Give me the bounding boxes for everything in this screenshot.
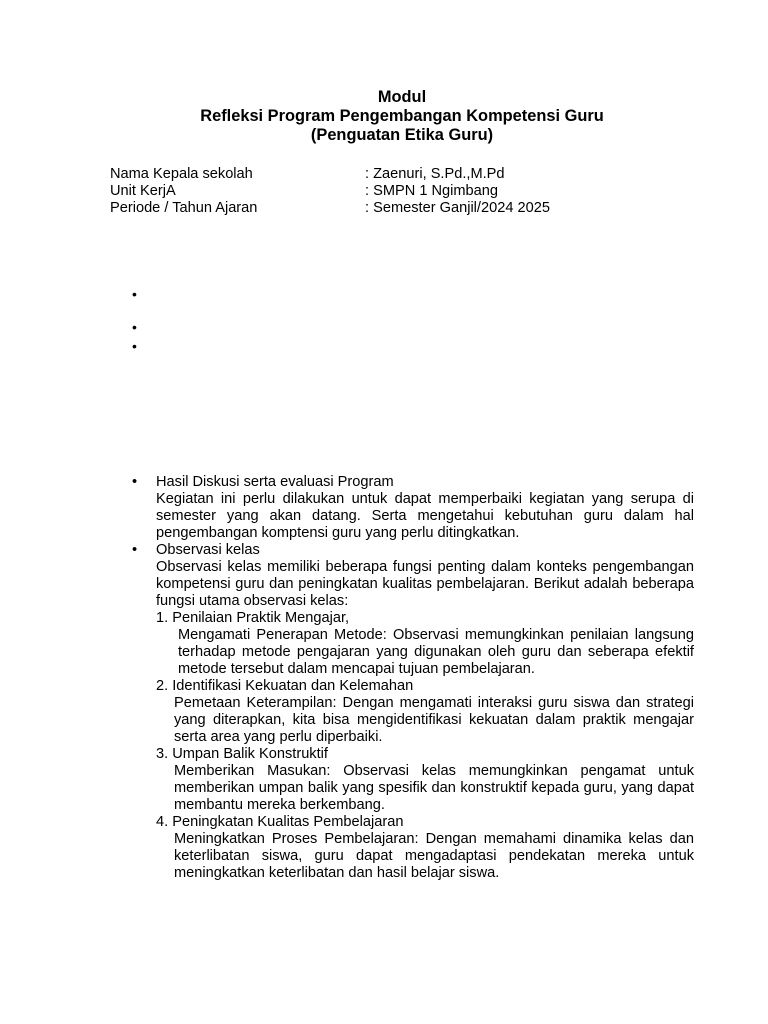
- function-text: Memberikan Masukan: Observasi kelas memungkinkan pengamat untuk memberikan umpan balik yang spesifik dan konstruktif kepada guru, yang dapat membantu mereka berkembang.: [174, 763, 694, 813]
- info-value: : Semester Ganjil/2024 2025: [365, 200, 550, 216]
- info-value: : Zaenuri, S.Pd.,M.Pd: [365, 166, 505, 182]
- function-label: 3. Umpan Balik Konstruktif: [156, 746, 328, 762]
- function-label: 4. Peningkatan Kualitas Pembelajaran: [156, 814, 404, 830]
- title-line-2: Refleksi Program Pengembangan Kompetensi Guru: [200, 107, 604, 125]
- function-item-4: [156, 814, 694, 882]
- function-item-1: [156, 610, 694, 678]
- section-discussion: [132, 474, 694, 542]
- info-label: Periode / Tahun Ajaran: [110, 200, 258, 216]
- function-label: 1. Penilaian Praktik Mengajar,: [156, 610, 350, 626]
- section-heading: Observasi kelas: [156, 542, 260, 558]
- function-text: Meningkatkan Proses Pembelajaran: Dengan memahami dinamika kelas dan keterlibatan siswa, guru dapat mengadaptasi pendekatan mereka untuk meningkatkan keterlibatan dan hasil belajar siswa.: [174, 831, 694, 881]
- bullet-icon: •: [132, 319, 137, 335]
- document-body: [132, 474, 694, 882]
- title-line-3: (Penguatan Etika Guru): [310, 126, 494, 144]
- title-line-1: Modul: [377, 88, 427, 106]
- info-value: : SMPN 1 Ngimbang: [365, 183, 499, 199]
- bullet-icon: •: [132, 474, 138, 490]
- bullet-icon: •: [132, 338, 137, 354]
- info-label: Nama Kepala sekolah: [110, 166, 253, 182]
- section-paragraph: Observasi kelas memiliki beberapa fungsi penting dalam konteks pengembangan kompetensi guru dan peningkatan kualitas pembelajaran. Berikut adalah beberapa fungsi utama observasi kelas:: [156, 559, 694, 609]
- function-label: 2. Identifikasi Kekuatan dan Kelemahan: [156, 678, 414, 694]
- info-row-period: [110, 200, 670, 217]
- info-label: Unit KerjA: [110, 183, 176, 199]
- function-item-2: [156, 678, 694, 746]
- section-observation: [132, 542, 694, 882]
- bullet-icon: •: [132, 286, 137, 302]
- function-text: Mengamati Penerapan Metode: Observasi memungkinkan penilaian langsung terhadap metode pengajaran yang digunakan oleh guru dan seberapa efektif metode tersebut dalam mencapai tujuan pembelajaran.: [178, 627, 694, 677]
- function-item-3: [156, 746, 694, 814]
- function-text: Pemetaan Keterampilan: Dengan mengamati interaksi guru siswa dan strategi yang diterapkan, kita bisa mengidentifikasi kekuatan dalam praktik mengajar serta area yang perlu diperbaiki.: [174, 695, 694, 745]
- section-paragraph: Kegiatan ini perlu dilakukan untuk dapat memperbaiki kegiatan yang serupa di semester yang akan datang. Serta mengetahui kebutuhan guru dalam hal pengembangan komptensi guru yang perlu ditingkatkan.: [156, 491, 694, 541]
- info-row-principal: [110, 166, 670, 183]
- document-title: [0, 88, 768, 145]
- section-heading: Hasil Diskusi serta evaluasi Program: [156, 474, 394, 490]
- bullet-icon: •: [132, 542, 138, 558]
- identity-table: [110, 166, 670, 217]
- info-row-unit: [110, 183, 670, 200]
